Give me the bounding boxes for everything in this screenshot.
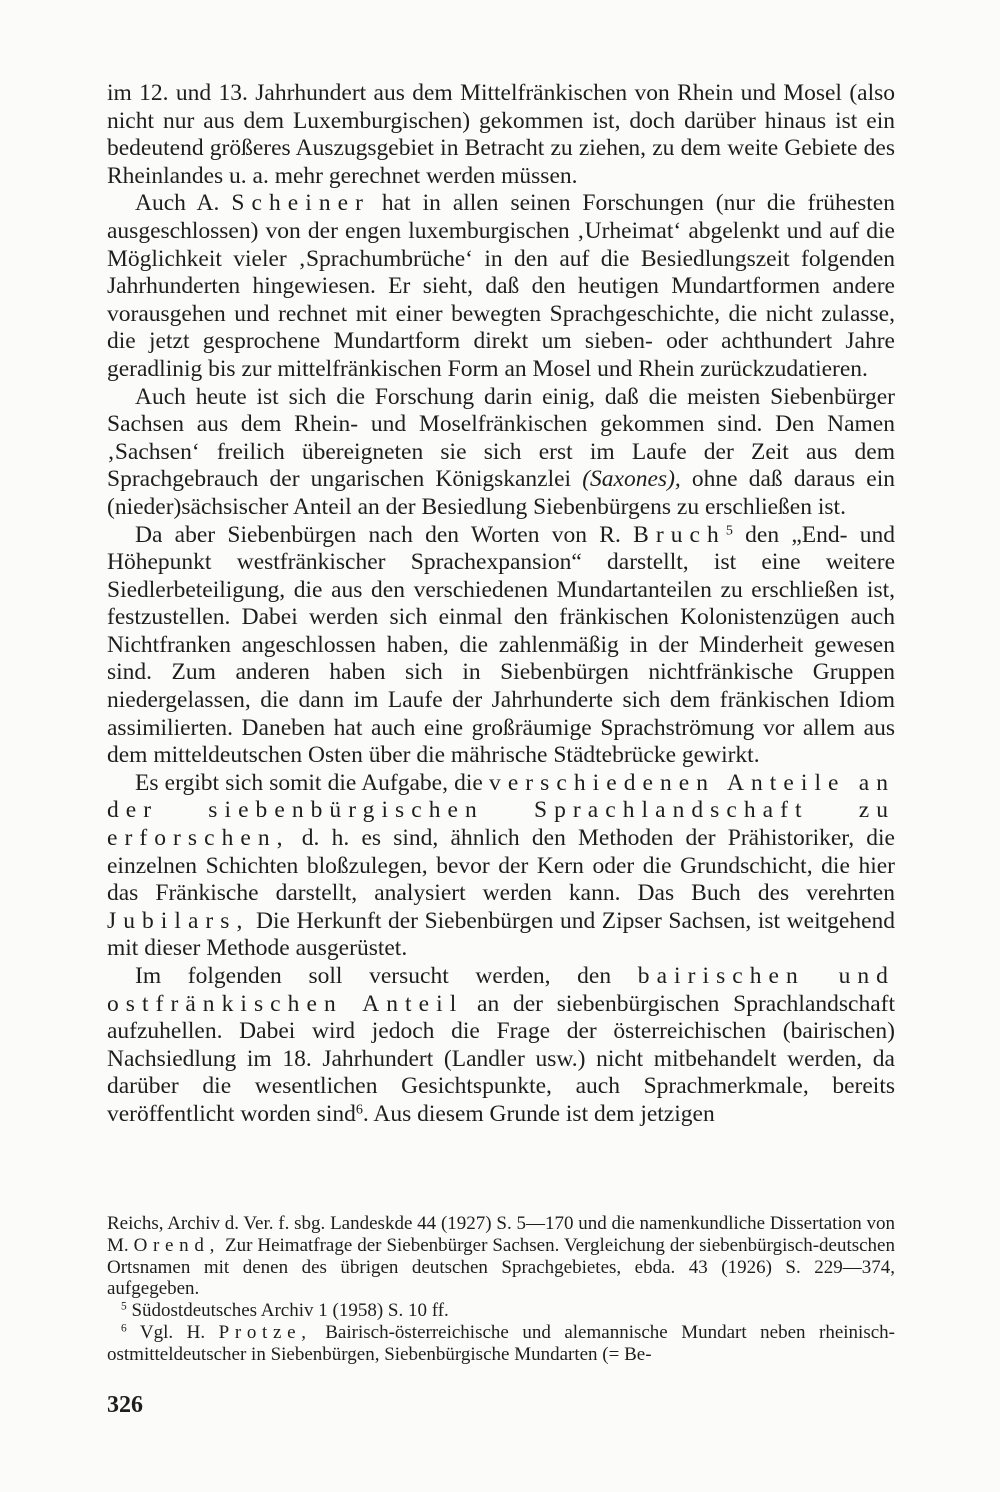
text-run: Zur Heimatfrage der Siebenbürger Sachsen. Vergleichung der siebenbürgisch-deutschen Ortsnamen mit denen des übrigen deutschen Sprachgebietes, ebda. 43 (1926) S. 229—374, aufgegeben. (107, 1234, 895, 1300)
text-run: . Aus diesem Grunde ist dem jetzigen (362, 1100, 715, 1127)
text-run: Jubilars, (107, 907, 250, 934)
text-run: Südostdeutsches Archiv 1 (1958) S. 10 ff. (126, 1300, 449, 1322)
footnote-continuation (107, 1213, 895, 1300)
footnote-ref: 6 (355, 1101, 363, 1118)
paragraph-3 (107, 384, 895, 522)
text-run: Im folgenden soll versucht werden, den (135, 963, 638, 989)
text-run: Es ergibt sich somit die Aufgabe, die (135, 769, 490, 796)
text-run: Orend, (133, 1234, 221, 1256)
text-run: Die Herkunft der Siebenbürgen und Zipser Sachsen, ist weitgehend mit dieser Methode ausgerüstet. (107, 907, 895, 962)
paragraph-1 (107, 80, 895, 190)
paragraph-2 (107, 190, 895, 383)
paragraph-6 (107, 963, 895, 1129)
text-run: verschiedenen Anteile an der siebenbürgischen Sprachlandschaft zu erforschen, (107, 769, 895, 852)
text-run: Protze, (218, 1321, 312, 1343)
text-run: Scheiner (231, 190, 370, 217)
page-number: 326 (107, 1392, 143, 1418)
footnote-ref: 5 (121, 1300, 127, 1313)
text-run: hat in allen seinen Forschungen (nur die frühesten ausgeschlossen) von der engen luxemburgischen ‚Urheimat‘ abgelenkt und auf die Möglichkeit vieler ‚Sprachumbrüche‘ in den auf die Besiedlungszeit folgenden Jahrhunderten hingewiesen. Er sieht, daß den heutigen Mundartformen andere vorausgehen und rechnet mit einer bewegten Sprachgeschichte, die nicht zulasse, die jetzt gesprochene Mundartform direkt um sieben- oder achthundert Jahre geradlinig bis zur mittelfränkischen Form an Mosel und Rhein zurückzudatieren. (107, 190, 895, 382)
footnote-ref: 6 (121, 1322, 127, 1335)
text-run: an der siebenbürgischen Sprachlandschaft aufzuhellen. Dabei wird jedoch die Frage der österreichischen (bairischen) Nachsiedlung im 18. Jahrhundert (Landler usw.) nicht mitbehandelt werden, da darüber die wesentlichen Gesichtspunkte, auch Sprachmerkmale, bereits veröffentlicht worden sind (107, 990, 895, 1127)
footnotes (107, 1213, 895, 1366)
text-run: im 12. und 13. Jahrhundert aus dem Mittelfränkischen von Rhein und Mosel (also nicht nur aus dem Luxemburgischen) gekommen ist, doch darüber hinaus ist ein bedeutend größeres Auszugsgebiet in Betracht zu ziehen, zu dem weite Gebiete des Rheinlandes u. a. mehr gerechnet werden müssen. (107, 80, 895, 189)
text-run: Auch A. (135, 190, 232, 217)
text-run: Da aber Siebenbürgen nach den Worten von R. (135, 521, 634, 548)
text-run: Auch heute ist sich die Forschung darin einig, daß die meisten Siebenbürger Sachsen aus dem Rhein- und Moselfränkischen gekommen sind. Den Namen ‚Sachsen‘ freilich übereigneten sie sich erst im Laufe der Zeit aus dem Sprachgebrauch der ungarischen Königskanzlei (107, 383, 895, 493)
text-run: bairischen und ostfränkischen Anteil (107, 963, 895, 1017)
footnote-5 (107, 1300, 895, 1322)
text-run: Bairisch-österreichische und alemannische Mundart neben rheinisch-ostmitteldeutscher in Siebenbürgen, Siebenbürgische Mundarten (= Be- (107, 1321, 895, 1365)
text-run: Bruch (633, 521, 726, 548)
paragraph-4 (107, 522, 895, 770)
text-run: (Saxones), (582, 466, 681, 493)
text-run: d. h. es sind, ähnlich den Methoden der Prähistoriker, die einzelnen Schichten bloßzulegen, bevor der Kern oder die Grundschicht, die hier das Fränkische darstellt, analysiert werden kann. Das Buch des verehrten (107, 825, 895, 907)
footnote-6 (107, 1322, 895, 1366)
text-run: Reichs, Archiv d. Ver. f. sbg. Landeskde 44 (1927) S. 5—170 und die namenkundliche Dissertation von M. (107, 1213, 895, 1256)
body-text (107, 80, 895, 1129)
text-run: Vgl. H. (126, 1321, 219, 1343)
footnote-ref: 5 (725, 521, 733, 538)
text-run: den „End- und Höhepunkt westfränkischer Sprachexpansion“ darstellt, ist eine weitere Siedlerbeteiligung, die aus den verschiedenen Mundartanteilen zu erschließen ist, festzustellen. Dabei werden sich einmal den fränkischen Kolonistenzügen auch Nichtfranken angeschlossen haben, die zahlenmäßig in der Minderheit gewesen sind. Zum anderen haben sich in Siebenbürgen nichtfränkische Gruppen niedergelassen, die dann im Laufe der Jahrhunderte sich dem fränkischen Idiom assimilierten. Daneben hat auch eine großräumige Sprachströmung vor allem aus dem mitteldeutschen Osten über die mährische Städtebrücke gewirkt. (107, 521, 895, 769)
paragraph-5 (107, 770, 895, 963)
text-run: ohne daß daraus ein (nieder)sächsischer Anteil an der Besiedlung Siebenbürgens zu erschließen ist. (107, 466, 895, 520)
